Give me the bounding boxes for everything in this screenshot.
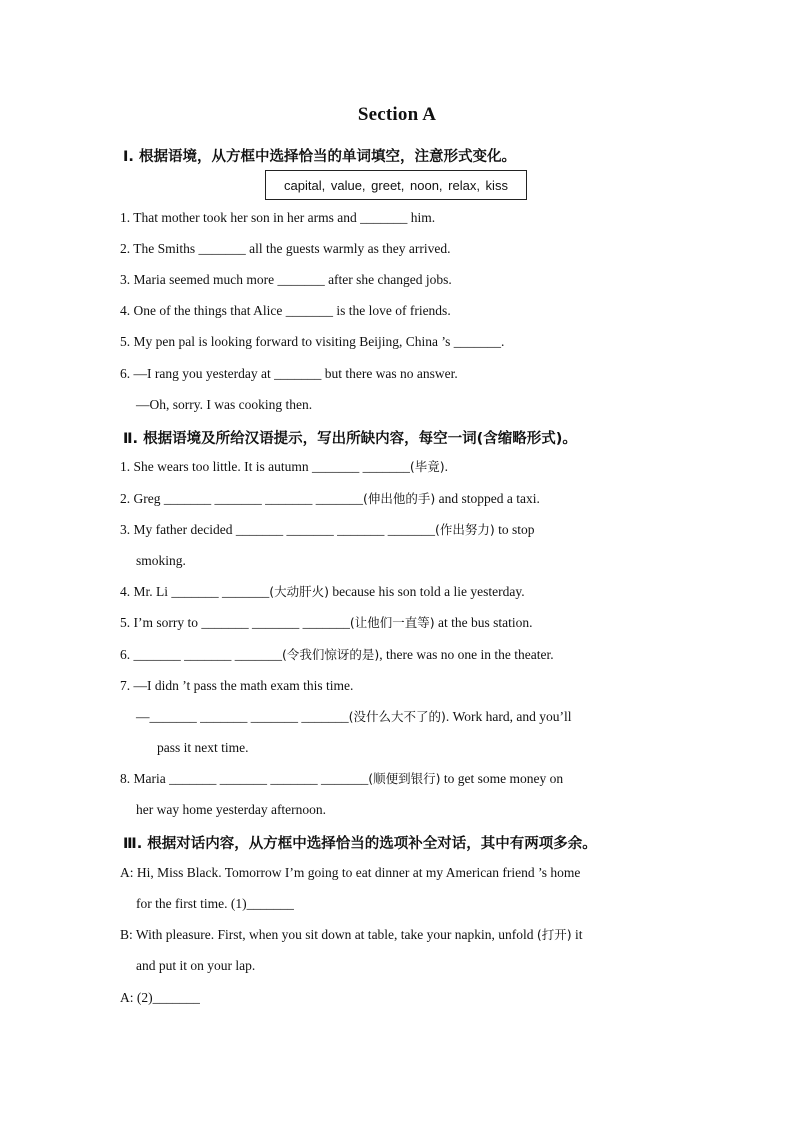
dialog-b1 xyxy=(120,926,583,944)
s2-item-8-text: 8. Maria _______ _______ _______ _______ xyxy=(120,771,369,786)
s2-item-2-text: 2. Greg _______ _______ _______ _______ xyxy=(120,491,363,506)
page-title: Section A xyxy=(357,104,437,125)
s2-item-5 xyxy=(120,614,533,632)
s2-item-6 xyxy=(120,646,554,664)
s1-item-6: 6. —I rang you yesterday at _______ but there was no answer. xyxy=(120,366,458,381)
s2-item-7-reply xyxy=(136,708,572,726)
s2-item-3-hint: (作出努力) xyxy=(434,522,495,537)
s2-item-1-hint: (毕竟) xyxy=(409,459,445,474)
s1-item-3: 3. Maria seemed much more _______ after she changed jobs. xyxy=(120,272,452,287)
s2-item-3 xyxy=(120,521,535,539)
section-3-heading: Ⅲ. 根据对话内容，从方框中选择恰当的选项补全对话，其中有两项多余。 xyxy=(123,836,597,852)
s2-item-5-text: 5. I’m sorry to _______ _______ _______ xyxy=(120,615,350,630)
dialog-a2: A: (2)_______ xyxy=(120,990,200,1005)
s2-item-1-end: . xyxy=(444,459,448,474)
s1-item-6-reply: —Oh, sorry. I was cooking then. xyxy=(136,397,313,412)
s2-item-4-hint: (大动肝火) xyxy=(269,584,330,599)
s2-item-2-hint: (伸出他的手) xyxy=(363,491,436,506)
word-box-text: capital, value, greet, noon, relax, kiss xyxy=(284,177,508,193)
s2-item-8-cont: her way home yesterday afternoon. xyxy=(136,802,327,817)
s1-item-1: 1. That mother took her son in her arms and _______ him. xyxy=(120,210,436,225)
s2-item-7-cont: pass it next time. xyxy=(157,740,249,755)
dialog-b1-end: it xyxy=(571,927,583,942)
s2-item-4-end: because his son told a lie yesterday. xyxy=(329,584,525,599)
dialog-b1-hint: (打开) xyxy=(536,927,572,942)
s2-item-2-end: and stopped a taxi. xyxy=(435,491,540,506)
s2-item-7-end: . Work hard, and you’ll xyxy=(445,709,572,724)
section-2-heading: Ⅱ. 根据语境及所给汉语提示，写出所缺内容，每空一词(含缩略形式)。 xyxy=(123,431,577,447)
s2-item-3-end: to stop xyxy=(494,522,535,537)
s2-item-8-end: to get some money on xyxy=(440,771,564,786)
s2-item-6-text: 6. _______ _______ _______ xyxy=(120,647,282,662)
s2-item-6-end: , there was no one in the theater. xyxy=(379,647,554,662)
s2-item-6-hint: (令我们惊讶的是) xyxy=(282,647,380,662)
s2-item-7-hint: (没什么大不了的) xyxy=(348,709,446,724)
section-1-heading: Ⅰ. 根据语境，从方框中选择恰当的单词填空，注意形式变化。 xyxy=(123,149,516,165)
s2-item-3-text: 3. My father decided _______ _______ _______ _______ xyxy=(120,522,435,537)
s2-item-5-end: at the bus station. xyxy=(434,615,533,630)
s2-item-4-text: 4. Mr. Li _______ _______ xyxy=(120,584,270,599)
dialog-a1: A: Hi, Miss Black. Tomorrow I’m going to eat dinner at my American friend ’s home xyxy=(120,865,581,880)
s2-item-8 xyxy=(120,770,563,788)
word-box xyxy=(265,170,527,200)
s2-item-2 xyxy=(120,490,540,508)
dialog-b1-text: B: With pleasure. First, when you sit down at table, take your napkin, unfold xyxy=(120,927,537,942)
s2-item-1-text: 1. She wears too little. It is autumn _______ _______ xyxy=(120,459,410,474)
s2-item-1 xyxy=(120,458,448,476)
s1-item-5: 5. My pen pal is looking forward to visiting Beijing, China ’s _______. xyxy=(120,334,505,349)
s2-item-5-hint: (让他们一直等) xyxy=(349,615,435,630)
dialog-a1-cont: for the first time. (1)_______ xyxy=(136,896,294,911)
s2-item-7: 7. —I didn ’t pass the math exam this time. xyxy=(120,678,354,693)
s2-item-8-hint: (顺便到银行) xyxy=(368,771,441,786)
s1-item-4: 4. One of the things that Alice _______ is the love of friends. xyxy=(120,303,451,318)
s2-item-4 xyxy=(120,583,525,601)
s2-item-7-text: —_______ _______ _______ _______ xyxy=(136,709,349,724)
s1-item-2: 2. The Smiths _______ all the guests warmly as they arrived. xyxy=(120,241,451,256)
dialog-b1-cont: and put it on your lap. xyxy=(136,958,256,973)
s2-item-3-cont: smoking. xyxy=(136,553,186,568)
